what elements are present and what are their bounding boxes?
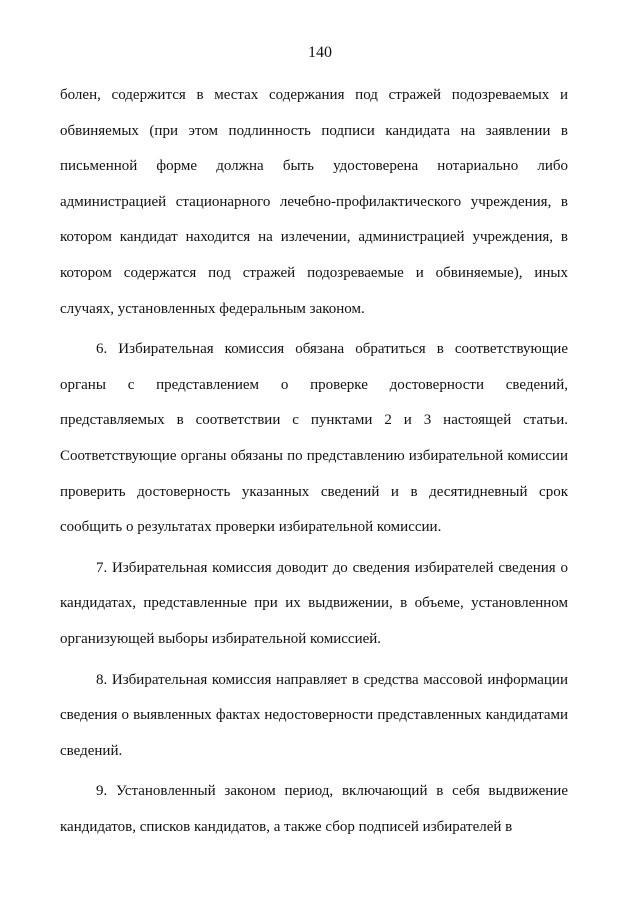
paragraph-item-7: 7. Избирательная комиссия доводит до сведения избирателей сведения о кандидатах, представленные при их выдвижении, в объеме, установленном организующей выборы избирательной комиссией. xyxy=(60,559,568,647)
paragraph-item-8: 8. Избирательная комиссия направляет в средства массовой информации сведения о выявленных фактах недостоверности представленных кандидатами сведений. xyxy=(60,671,568,759)
paragraph-item-9: 9. Установленный законом период, включающий в себя выдвижение кандидатов, списков кандидатов, а также сбор подписей избирателей в xyxy=(60,783,568,835)
paragraph-continued: болен, содержится в местах содержания под стражей подозреваемых и обвиняемых (при этом подлинность подписи кандидата на заявлении в письменной форме должна быть удостоверена нотариально либо администрацией стационарного лечебно-профилактического учреждения, в котором кандидат находится на излечении, администрацией учреждения, в котором содержатся под стражей подозреваемые и обвиняемые), иных случаях, установленных федеральным законом. xyxy=(60,87,568,317)
document-body xyxy=(60,78,568,845)
page-number: 140 xyxy=(308,44,332,61)
paragraph-item-6: 6. Избирательная комиссия обязана обратиться в соответствующие органы с представлением о проверке достоверности сведений, представляемых в соответствии с пунктами 2 и 3 настоящей статьи. Соответствующие органы обязаны по представлению избирательной комиссии проверить достоверность указанных сведений и в десятидневный срок сообщить о результатах проверки избирательной комиссии. xyxy=(60,341,568,536)
